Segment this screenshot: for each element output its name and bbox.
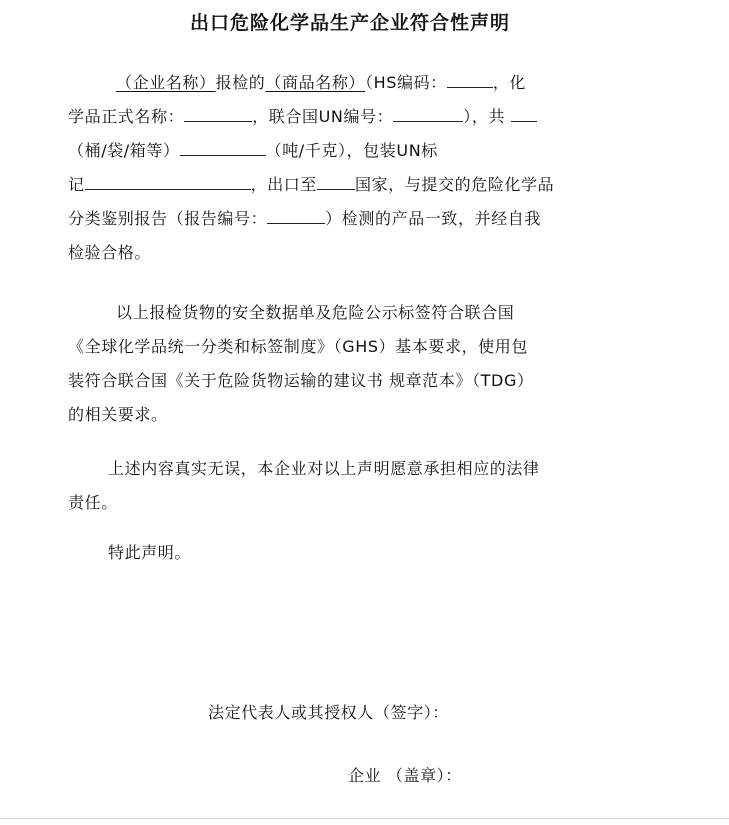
static-text: ）检测的产品一致，并经自我 <box>325 209 542 228</box>
representative-signature-label: 法定代表人或其授权人（签字）： <box>208 703 450 722</box>
un-mark-blank <box>85 173 251 190</box>
chemical-name-blank <box>184 105 252 122</box>
static-text: ），共 <box>463 107 506 126</box>
document-title: 出口危险化学品生产企业符合性声明 <box>189 12 510 34</box>
paragraph-line: 以上报检货物的安全数据单及危险公示标签符合联合国 <box>116 303 515 322</box>
paragraph-line <box>68 134 628 168</box>
paragraph-line <box>68 202 628 236</box>
paragraph-line <box>68 100 628 134</box>
weight-blank <box>180 139 266 156</box>
quantity-blank <box>511 105 537 122</box>
enterprise-name-placeholder: （企业名称） <box>116 73 216 92</box>
compliance-paragraph <box>68 296 628 432</box>
liability-paragraph <box>68 452 628 520</box>
un-number-blank <box>393 105 463 122</box>
paragraph-line: 特此声明。 <box>108 543 192 562</box>
hs-code-blank <box>447 71 493 88</box>
paragraph-line <box>68 66 628 100</box>
chemical-name-label: 学品正式名称： <box>68 107 185 126</box>
page-bottom-divider <box>0 818 729 819</box>
paragraph-line: 上述内容真实无误，本企业对以上声明愿意承担相应的法律 <box>108 459 540 478</box>
hs-code-label: （HS编码： <box>365 73 447 92</box>
weight-units: （吨/千克），包装UN标 <box>265 141 438 160</box>
country-blank <box>317 173 355 190</box>
paragraph-line: 的相关要求。 <box>68 405 168 424</box>
static-text: 记 <box>68 175 85 194</box>
report-number-label: 分类鉴别报告（报告编号： <box>68 209 268 228</box>
static-text: ，出口至 <box>250 175 318 194</box>
paragraph-line <box>68 168 628 202</box>
packaging-units: （桶/袋/箱等） <box>68 141 180 160</box>
paragraph-line: 责任。 <box>68 493 118 512</box>
static-text: ，化 <box>492 73 527 92</box>
declaration-paragraph <box>68 66 628 270</box>
paragraph-line: 装符合联合国《关于危险货物运输的建议书 规章范本》（TDG） <box>68 371 534 390</box>
static-text: 报检的 <box>215 73 266 92</box>
enterprise-seal-label: 企业 （盖章）： <box>348 766 462 785</box>
report-number-blank <box>267 207 325 224</box>
closing-paragraph <box>68 536 628 570</box>
product-name-placeholder: （商品名称） <box>265 73 366 92</box>
paragraph-line <box>68 236 628 270</box>
static-text: 检验合格。 <box>68 243 152 262</box>
paragraph-line: 《全球化学品统一分类和标签制度》（GHS）基本要求，使用包 <box>68 337 528 356</box>
static-text: 国家，与提交的危险化学品 <box>355 175 555 194</box>
un-number-label: ，联合国UN编号： <box>252 107 394 126</box>
